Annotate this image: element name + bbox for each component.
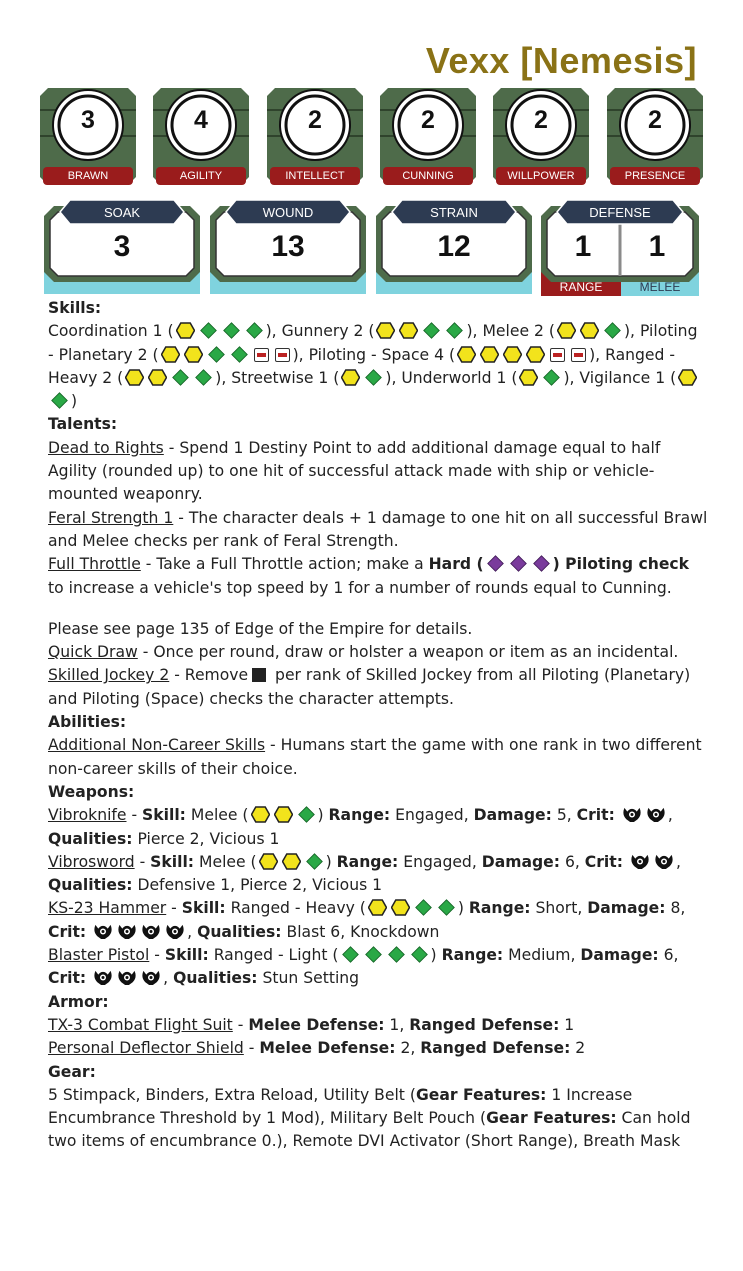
- weapon-skill-label: Skill:: [164, 946, 209, 965]
- skill-vigilance: ), Vigilance 1 (: [563, 368, 677, 387]
- defense-box: [541, 198, 699, 296]
- proficiency-die-icon: [519, 369, 538, 386]
- weapon-qualities-label: Qualities:: [48, 829, 133, 848]
- defense-range-label: RANGE: [559, 280, 603, 294]
- talent-name: Full Throttle: [48, 555, 141, 574]
- proficiency-die-icon: [580, 322, 599, 339]
- talent-name: Feral Strength 1: [48, 508, 174, 527]
- triumph-icon: [629, 853, 651, 870]
- weapon-crit-label: Crit:: [584, 852, 623, 871]
- gear-heading: Gear:: [48, 1062, 96, 1081]
- triumph-icon: [116, 969, 138, 986]
- weapon-skill: Melee (: [199, 852, 257, 871]
- weapon-name: KS-23 Hammer: [48, 899, 167, 918]
- armor-ranged-label: Ranged Defense:: [420, 1039, 571, 1058]
- characteristic-label-agility: AGILITY: [156, 167, 246, 185]
- ability-die-icon: [200, 323, 217, 340]
- weapon-qualities-label: Qualities:: [48, 876, 133, 895]
- weapon-skill-label: Skill:: [150, 852, 195, 871]
- triumph-icon: [621, 806, 643, 823]
- talent-hard: Hard (: [428, 555, 484, 574]
- proficiency-die-icon: [503, 346, 522, 363]
- weapon-blaster-pistol: Blaster Pistol - Skill: Ranged - Light ( ) Range: Medium, Damage: 6, Crit: , Qualities: Stun Setting: [48, 946, 679, 988]
- characteristic-value: 2: [534, 106, 548, 134]
- weapon-crit-label: Crit:: [48, 969, 87, 988]
- ability-die-icon: [172, 369, 189, 386]
- soak-label: SOAK: [103, 205, 141, 220]
- skill-close: ): [71, 392, 78, 411]
- armor-ranged: 2: [575, 1039, 586, 1058]
- gear-text: Can hold two items of encumbrance 0.), Remote DVI Activator (Short Range), Breath Mask: [48, 1109, 691, 1151]
- proficiency-die-icon: [161, 346, 180, 363]
- ability-die-icon: [447, 323, 464, 340]
- weapon-vibroknife: Vibroknife - Skill: Melee ( ) Range: Engaged, Damage: 5, Crit: , Qualities: Pierce 2, Vicious 1: [48, 806, 673, 848]
- weapon-name: Vibroknife: [48, 806, 127, 825]
- proficiency-die-icon: [376, 322, 395, 339]
- armor-melee-label: Melee Defense:: [248, 1015, 385, 1034]
- proficiency-die-icon: [557, 322, 576, 339]
- triumph-icon: [164, 923, 186, 940]
- armor-ranged: 1: [564, 1015, 575, 1034]
- weapon-crit-label: Crit:: [48, 922, 87, 941]
- triumph-icon: [116, 923, 138, 940]
- skill-streetwise: ), Streetwise 1 (: [215, 368, 340, 387]
- weapon-damage-label: Damage:: [587, 899, 666, 918]
- skills-list: [48, 320, 708, 413]
- characteristic-label-presence: PRESENCE: [610, 167, 700, 185]
- skill-coordination: Coordination 1 (: [48, 322, 174, 341]
- armor-name: TX-3 Combat Flight Suit: [48, 1015, 233, 1034]
- proficiency-die-icon: [125, 369, 144, 386]
- characteristic-value: 2: [648, 106, 662, 134]
- gear-text: 5 Stimpack, Binders, Extra Reload, Utility Belt (: [48, 1085, 416, 1104]
- setback-upgrade-icon: [550, 348, 565, 362]
- defense-melee-value: 1: [648, 230, 666, 263]
- defense-ranged-value: 1: [574, 230, 592, 263]
- ability-die-icon: [411, 946, 428, 963]
- talent-desc: - The character deals + 1 damage to one hit on all successful Brawl and Melee checks per rank of Feral Strength.: [48, 508, 708, 550]
- weapon-damage-label: Damage:: [580, 946, 659, 965]
- weapon-vibrosword: Vibrosword - Skill: Melee ( ) Range: Engaged, Damage: 6, Crit: , Qualities: Defensive 1, Pierce 2, Vicious 1: [48, 852, 681, 895]
- proficiency-die-icon: [341, 369, 360, 386]
- strain-box: [376, 198, 532, 294]
- weapon-damage-label: Damage:: [481, 852, 560, 871]
- weapon-damage: 6: [564, 852, 575, 871]
- soak-box: [44, 198, 200, 294]
- ability-die-icon: [365, 946, 382, 963]
- talent-desc: - Once per round, draw or holster a weapon or item as an incidental.: [137, 643, 679, 662]
- weapon-range: Engaged: [403, 852, 472, 871]
- armor-melee-label: Melee Defense:: [259, 1039, 396, 1058]
- skill-gunnery: ), Gunnery 2 (: [265, 322, 375, 341]
- skill-underworld: ), Underworld 1 (: [385, 368, 518, 387]
- talent-quick-draw: [48, 641, 708, 664]
- proficiency-die-icon: [368, 899, 387, 916]
- characteristic-value: 2: [308, 106, 322, 134]
- abilities-heading: Abilities:: [48, 713, 127, 732]
- skill-piloting-space: ), Piloting - Space 4 (: [292, 345, 456, 364]
- proficiency-die-icon: [391, 899, 410, 916]
- triumph-icon: [92, 969, 114, 986]
- proficiency-die-icon: [678, 369, 697, 386]
- weapons-heading: Weapons:: [48, 782, 135, 801]
- weapon-skill: Ranged - Light (: [213, 946, 339, 965]
- ability-die-icon: [51, 392, 68, 409]
- weapon-range-label: Range:: [328, 806, 391, 825]
- weapon-qualities: Blast 6, Knockdown: [286, 922, 440, 941]
- ability-die-icon: [424, 323, 441, 340]
- ability-die-icon: [604, 323, 621, 340]
- armor-heading: Armor:: [48, 992, 109, 1011]
- triumph-icon: [140, 923, 162, 940]
- armor-melee: 2: [400, 1039, 411, 1058]
- ability-die-icon: [231, 346, 248, 363]
- ability-die-icon: [306, 853, 323, 870]
- characteristic-value: 4: [194, 106, 208, 134]
- weapon-range: Medium: [508, 946, 571, 965]
- weapon-range: Engaged: [395, 806, 464, 825]
- proficiency-die-icon: [251, 806, 270, 823]
- setback-upgrade-icon: [275, 348, 290, 362]
- weapon-range: Short: [535, 899, 578, 918]
- gear-list: [48, 1084, 708, 1154]
- weapon-crit-label: Crit:: [576, 806, 615, 825]
- gear-text: 1 Increase Encumbrance Threshold by 1 Mod), Military Belt Pouch (: [48, 1085, 633, 1128]
- skill-sep: ),: [623, 322, 635, 341]
- talent-name: Quick Draw: [48, 643, 138, 662]
- ability-die-icon: [438, 900, 455, 917]
- weapon-range-label: Range:: [336, 852, 399, 871]
- difficulty-die-icon: [533, 555, 550, 572]
- weapon-qualities-label: Qualities:: [173, 969, 258, 988]
- weapon-qualities: Defensive 1, Pierce 2, Vicious 1: [137, 876, 383, 895]
- armor-melee: 1: [389, 1015, 400, 1034]
- setback-upgrade-icon: [254, 348, 269, 362]
- proficiency-die-icon: [176, 322, 195, 339]
- characteristic-label-brawn: BRAWN: [43, 167, 133, 185]
- wound-box: [210, 198, 366, 294]
- ability-die-icon: [415, 900, 432, 917]
- talents-heading: Talents:: [48, 415, 118, 434]
- ability-die-icon: [342, 946, 359, 963]
- proficiency-die-icon: [184, 346, 203, 363]
- ability-die-icon: [246, 323, 263, 340]
- defense-label: DEFENSE: [589, 205, 651, 220]
- talent-desc: - Take a Full Throttle action; make a: [140, 555, 429, 574]
- defense-melee-label: MELEE: [639, 280, 681, 294]
- gear-features-label: Gear Features:: [415, 1085, 547, 1104]
- strain-label: STRAIN: [430, 205, 478, 220]
- talent-desc: to increase a vehicle's top speed by 1 for a number of rounds equal to Cunning.: [48, 578, 672, 597]
- armor-name: Personal Deflector Shield: [48, 1039, 244, 1058]
- talent-dead-to-rights: [48, 437, 708, 507]
- armor-ranged-label: Ranged Defense:: [409, 1015, 560, 1034]
- characteristic-label-intellect: INTELLECT: [270, 167, 360, 185]
- proficiency-die-icon: [480, 346, 499, 363]
- talent-feral-strength: [48, 507, 708, 554]
- proficiency-die-icon: [399, 322, 418, 339]
- triumph-icon: [140, 969, 162, 986]
- weapon-skill-label: Skill:: [181, 899, 226, 918]
- proficiency-die-icon: [457, 346, 476, 363]
- ability-die-icon: [208, 346, 225, 363]
- weapon-damage: 5: [556, 806, 567, 825]
- weapon-qualities-label: Qualities:: [197, 922, 282, 941]
- strain-value: 12: [437, 230, 471, 263]
- ability-die-icon: [223, 323, 240, 340]
- proficiency-die-icon: [526, 346, 545, 363]
- ability-die-icon: [195, 369, 212, 386]
- difficulty-die-icon: [510, 555, 527, 572]
- weapon-name: Blaster Pistol: [48, 946, 150, 965]
- characteristic-value: 3: [81, 106, 95, 134]
- weapon-skill: Ranged - Heavy (: [230, 899, 366, 918]
- weapon-damage-label: Damage:: [473, 806, 552, 825]
- wound-label: WOUND: [262, 205, 314, 220]
- ability-die-icon: [366, 369, 383, 386]
- talent-check: ) Piloting check: [552, 555, 690, 574]
- character-title: Vexx [Nemesis]: [425, 40, 697, 81]
- proficiency-die-icon: [148, 369, 167, 386]
- setback-upgrade-icon: [571, 348, 586, 362]
- skill-melee: ), Melee 2 (: [466, 322, 555, 341]
- characteristic-label-cunning: CUNNING: [383, 167, 473, 185]
- weapon-range-label: Range:: [468, 899, 531, 918]
- characteristic-label-willpower: WILLPOWER: [496, 167, 586, 185]
- proficiency-die-icon: [282, 853, 301, 870]
- weapon-skill-label: Skill:: [142, 806, 186, 825]
- difficulty-die-icon: [487, 555, 504, 572]
- setback-die-icon: [252, 668, 266, 682]
- talent-desc: - Remove: [169, 666, 249, 685]
- triumph-icon: [653, 853, 675, 870]
- ability-die-icon: [544, 369, 561, 386]
- talent-name: Skilled Jockey 2: [48, 666, 170, 685]
- weapon-range-label: Range:: [441, 946, 504, 965]
- ability-die-icon: [298, 806, 315, 823]
- characteristic-value: 2: [421, 106, 435, 134]
- armor-flight-suit: TX-3 Combat Flight Suit - Melee Defense: 1, Ranged Defense: 1: [48, 1015, 575, 1034]
- gear-features-label: Gear Features:: [486, 1109, 617, 1128]
- talent-skilled-jockey: [48, 664, 708, 711]
- proficiency-die-icon: [259, 853, 278, 870]
- talent-full-throttle-note: Please see page 135 of Edge of the Empire for details.: [48, 619, 473, 638]
- weapon-ks23-hammer: KS-23 Hammer - Skill: Ranged - Heavy ( ) Range: Short, Damage: 8, Crit: , Qualities: Blast 6, Knockdown: [48, 899, 686, 941]
- weapon-damage: 6: [663, 946, 674, 965]
- weapon-damage: 8: [670, 899, 681, 918]
- talent-desc: - Spend 1 Destiny Point to add additional damage equal to half Agility (rounded up) to one hit of successful attack made with ship or vehicle-mounted weaponry.: [48, 438, 661, 504]
- stat-block-text: [48, 297, 708, 1154]
- proficiency-die-icon: [274, 806, 293, 823]
- ability-non-career: [48, 734, 708, 781]
- skills-heading: Skills:: [48, 299, 102, 317]
- ability-die-icon: [388, 946, 405, 963]
- triumph-icon: [645, 806, 667, 823]
- weapon-name: Vibrosword: [48, 852, 135, 871]
- armor-deflector-shield: Personal Deflector Shield - Melee Defense: 2, Ranged Defense: 2: [48, 1039, 586, 1058]
- talent-desc: per rank of Skilled Jockey from all Piloting (Planetary) and Piloting (Space) checks the character attempts.: [48, 666, 691, 708]
- skill-piloting-planetary: Piloting - Planetary 2 (: [48, 322, 698, 364]
- ability-name: Additional Non-Career Skills: [48, 736, 266, 755]
- weapon-qualities: Stun Setting: [262, 969, 360, 988]
- ability-desc: - Humans start the game with one rank in two different non-career skills of their choice.: [48, 736, 702, 778]
- talent-name: Dead to Rights: [48, 438, 164, 457]
- wound-value: 13: [271, 230, 305, 263]
- talent-full-throttle: [48, 553, 708, 600]
- triumph-icon: [92, 923, 114, 940]
- weapon-qualities: Pierce 2, Vicious 1: [137, 829, 280, 848]
- skill-ranged-heavy: ), Ranged - Heavy 2 (: [48, 345, 675, 387]
- soak-value: 3: [113, 230, 131, 263]
- weapon-skill: Melee (: [190, 806, 249, 825]
